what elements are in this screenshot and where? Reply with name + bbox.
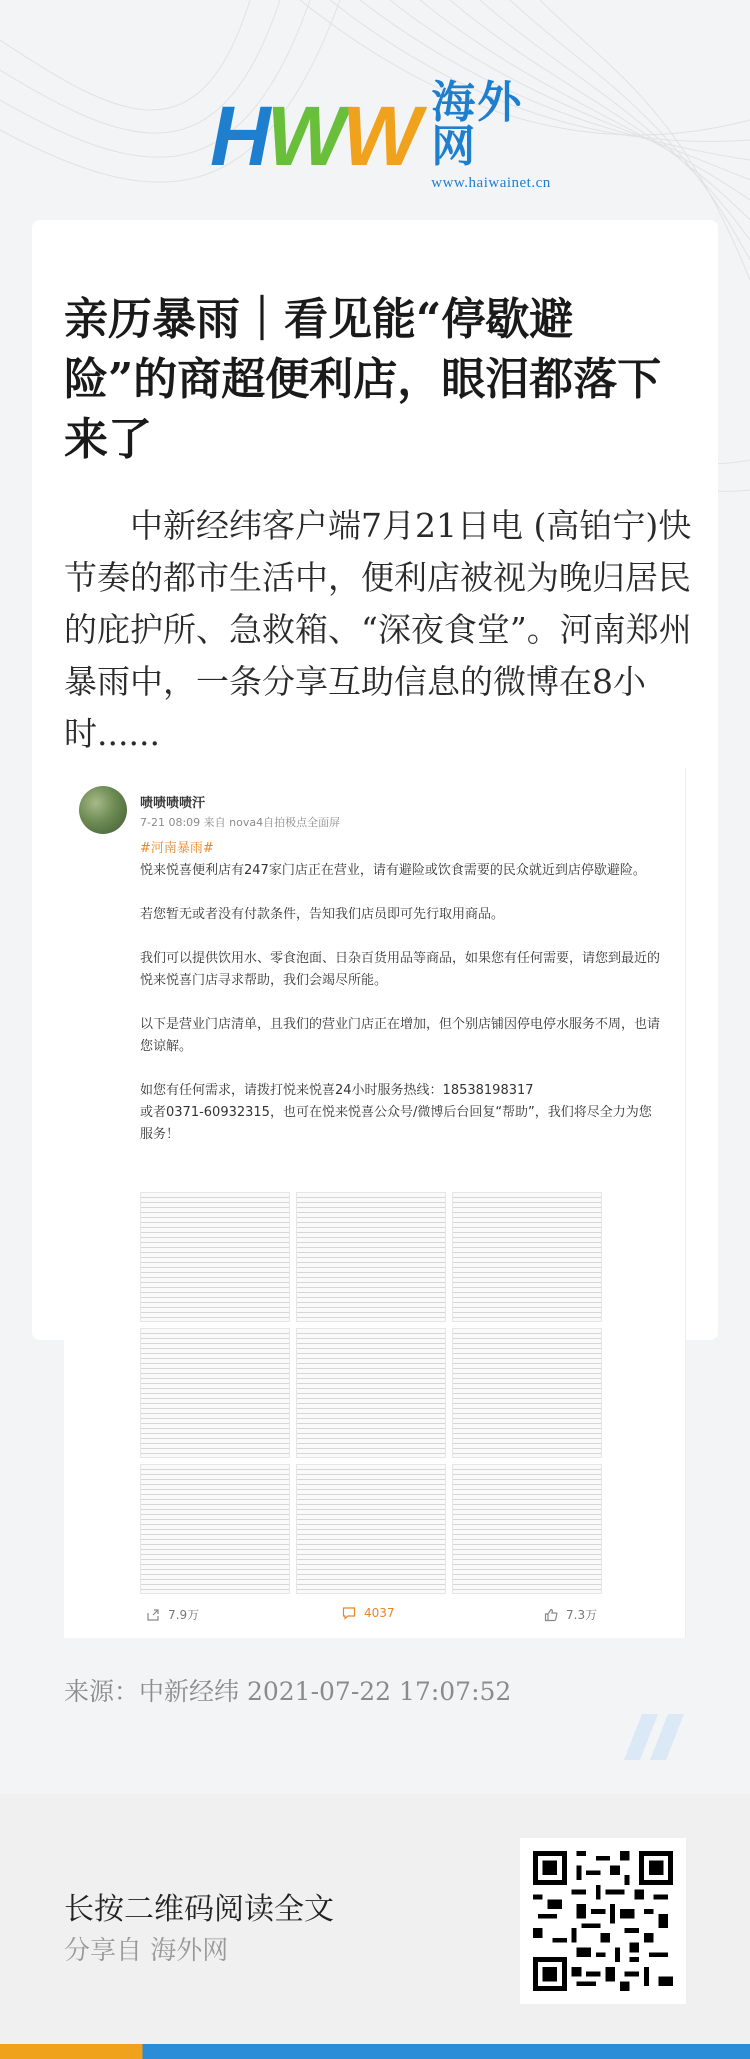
store-list-image [296,1328,446,1458]
weibo-content [140,838,660,1168]
weibo-actions [64,1606,686,1630]
article-summary: 中新经纬客户端7月21日电 (高铂宁)快节奏的都市生活中，便利店被视为晚归居民的庇护所、急救箱、“深夜食堂”。河南郑州暴雨中，一条分享互助信息的微博在8小时...... [64,506,692,753]
weibo-paragraph: 若您暂无或者没有付款条件，告知我们店员即可先行取用商品。 [140,907,505,922]
quote-slash-decoration [624,1714,688,1760]
article-source: 来源：中新经纬 2021-07-22 17:07:52 [64,1677,512,1706]
weibo-paragraph: 我们可以提供饮用水、零食泡面、日杂百货用品等商品，如果您有任何需要，请您到最近的悦来悦喜门店寻求帮助，我们会竭尽所能。 [140,951,661,988]
store-list-image [140,1464,290,1594]
store-list-image [296,1464,446,1594]
comment-icon [342,1606,356,1620]
share-action: 7.9万 [146,1606,199,1623]
store-list-images [140,1192,600,1592]
haiwainet-logo [210,76,551,191]
weibo-username: 啧啧啧啧汗 [140,796,206,811]
like-icon [544,1608,558,1622]
weibo-meta: 7-21 08:09 来自 nova4自拍极点全面屏 [140,816,341,829]
weibo-paragraph: 以下是营业门店清单，且我们的营业门店正在增加，但个别店铺因停电停水服务不周，也请您谅解。 [140,1017,661,1054]
weibo-paragraph: 悦来悦喜便利店有247家门店正在营业，请有避险或饮食需要的民众就近到店停歇避险。 [140,863,646,878]
footer-subtitle: 分享自 海外网 [64,1936,229,1966]
weibo-screenshot [64,768,686,1638]
store-list-image [452,1464,602,1594]
store-list-image [140,1328,290,1458]
weibo-hashtag: #河南暴雨# [140,841,214,856]
logo-name: 海外网 [431,76,524,172]
like-action: 7.3万 [544,1606,597,1623]
logo-url: www.haiwainet.cn [431,174,551,191]
qr-code-icon [533,1851,673,1991]
avatar [79,786,127,834]
share-icon [146,1608,160,1622]
weibo-paragraph: 如您有任何需求，请拨打悦来悦喜24小时服务热线：18538198317 或者0371-60932315，也可在悦来悦喜公众号/微博后台回复“帮助”，我们将尽全力为您服务！ [140,1083,652,1142]
footer [0,1794,750,2044]
store-list-image [452,1192,602,1322]
qr-code[interactable] [520,1838,686,2004]
store-list-image [296,1192,446,1322]
article-title[interactable]: 亲历暴雨｜看见能“停歇避险”的商超便利店，眼泪都落下来了 [64,294,662,465]
footer-title: 长按二维码阅读全文 [64,1892,334,1927]
store-list-image [140,1192,290,1322]
bottom-color-bar [0,2044,750,2059]
comment-action: 4037 [342,1606,395,1620]
logo-mark: HWW [210,89,418,183]
store-list-image [452,1328,602,1458]
